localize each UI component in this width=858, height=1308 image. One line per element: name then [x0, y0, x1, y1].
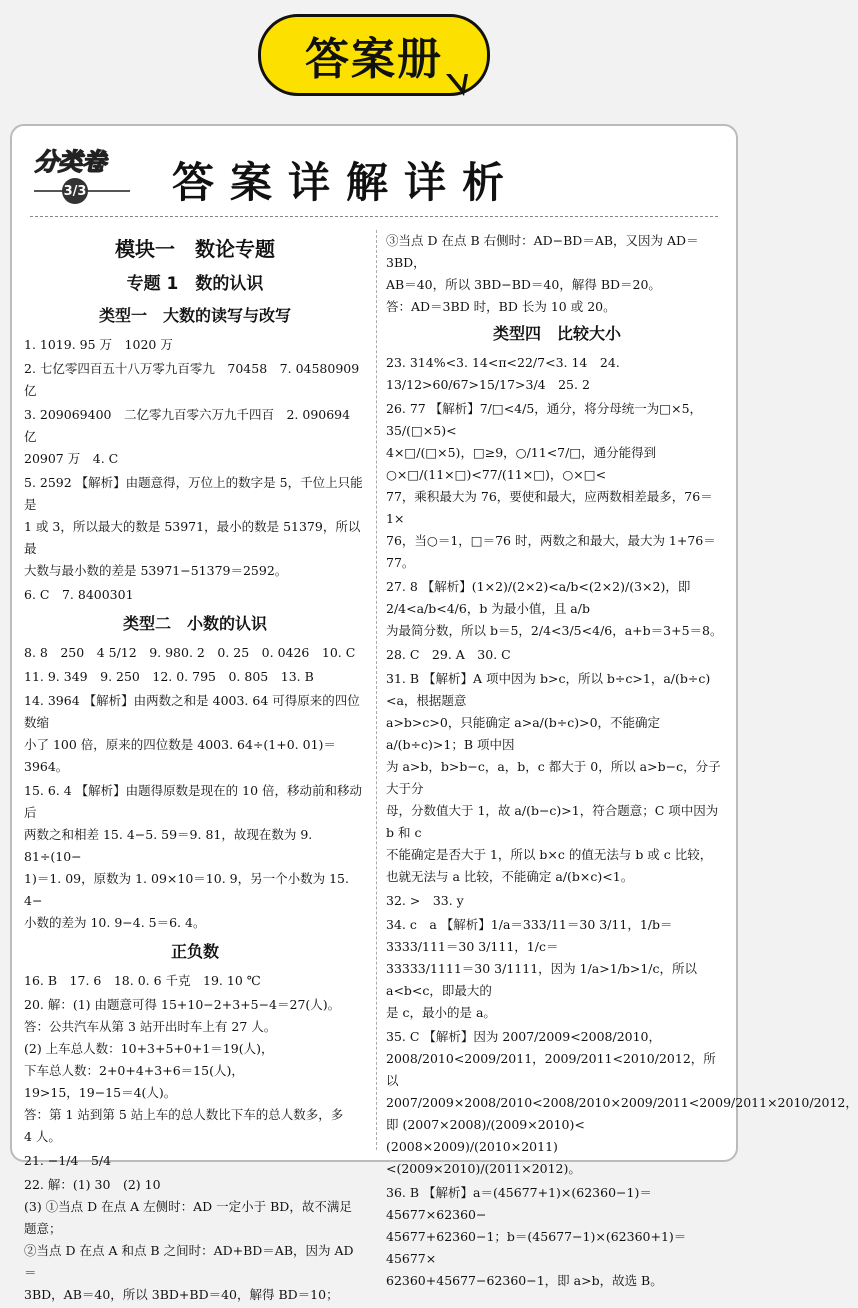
answer-line: 21. −1/4 5/4 [24, 1153, 112, 1168]
answer-item [24, 690, 366, 778]
page-title: 答案详解详析 [172, 158, 521, 207]
answer-line: 下车总人数：2+0+4+3+6＝15(人)， [24, 1063, 244, 1078]
banner-tail-fill [449, 72, 465, 88]
answer-item [386, 668, 728, 888]
answer-line: 28. C 29. A 30. C [386, 647, 511, 662]
answer-line: 1. 1019. 95 万 1020 万 [24, 337, 173, 352]
answer-line: 大数与最小数的差是 53971−51379＝2592。 [24, 563, 288, 578]
column-divider [376, 230, 377, 1150]
answer-line: 8. 8 250 4 5/12 9. 980. 2 0. 25 0. 0426 10. C [24, 645, 356, 660]
answer-line: (2) 上车总人数：10+3+5+0+1＝19(人)， [24, 1041, 274, 1056]
answer-line: 33333/1111＝30 3/1111，因为 1/a>1/b>1/c，所以 a<b<c，即最大的 [386, 961, 698, 998]
answer-line: 23. 314%<3. 14<π<22/7<3. 14 24. 13/12>60/67>15/17>3/4 25. 2 [386, 355, 620, 392]
right-column [386, 230, 858, 1294]
answer-item [24, 1150, 366, 1172]
answer-item [24, 970, 366, 992]
answer-line: 答：AD＝3BD 时，BD 长为 10 或 20。 [386, 299, 616, 314]
answer-line: 6. C 7. 8400301 [24, 587, 134, 602]
answer-item [386, 398, 728, 574]
left-column [24, 230, 366, 1308]
answer-item [386, 1026, 858, 1180]
answer-item [24, 404, 366, 470]
banner-title: 答案册 [305, 34, 443, 85]
answer-list-4 [386, 352, 858, 1292]
answer-line: 答：第 1 站到第 5 站上车的总人数比下车的总人数多，多 [24, 1107, 344, 1122]
answer-line: 20907 万 4. C [24, 451, 119, 466]
answer-item [24, 472, 366, 582]
answer-item [24, 666, 366, 688]
answer-list-1 [24, 334, 366, 606]
answer-line: 36. B 【解析】a＝(45677+1)×(62360−1)＝45677×62360− [386, 1185, 652, 1222]
answer-line: 31. B 【解析】A 项中因为 b>c，所以 b÷c>1，a/(b÷c)<a，根据题意 [386, 671, 711, 708]
module-heading: 模块一 数论专题 [115, 237, 275, 261]
answer-line: 11. 9. 349 9. 250 12. 0. 795 0. 805 13. B [24, 669, 314, 684]
answer-line: 32. > 33. y [386, 893, 464, 908]
answer-list-3 [24, 970, 366, 1306]
answer-item [386, 1182, 728, 1292]
answer-line: 为最简分数，所以 b＝5，2/4<3/5<4/6，a+b＝3+5＝8。 [386, 623, 723, 638]
answer-line: ③当点 D 在点 B 右侧时：AD−BD＝AB，又因为 AD＝3BD， [386, 233, 699, 270]
answer-line: 14. 3964 【解析】由两数之和是 4003. 64 可得原来的四位数缩 [24, 693, 360, 730]
continued-answer [386, 230, 728, 318]
answer-line: 是 c，最小的是 a。 [386, 1005, 496, 1020]
answer-line: 15. 6. 4 【解析】由题得原数是现在的 10 倍，移动前和移动后 [24, 783, 363, 820]
answer-item [24, 358, 366, 402]
answer-item [24, 994, 366, 1148]
answer-line: 也就无法与 a 比较，不能确定 a/(b×c)<1。 [386, 869, 634, 884]
answer-line: (2008×2009)/(2010×2011)<(2009×2010)/(2011×2012)。 [386, 1139, 581, 1176]
header-rule [30, 216, 718, 217]
answer-line: 20. 解：(1) 由题意可得 15+10−2+3+5−4＝27(人)。 [24, 997, 341, 1012]
answer-line: 34. c a 【解析】1/a＝333/11＝30 3/11，1/b＝3333/111＝30 3/111，1/c＝ [386, 917, 673, 954]
answer-line: 2007/2009×2008/2010<2008/2010×2009/2011<2009/2011×2010/2012，即 (2007×2008)/(2009×2010)< [386, 1095, 858, 1132]
answer-item [386, 352, 728, 396]
type-heading-4: 类型四 比较大小 [492, 324, 621, 343]
answer-line: 不能确定是否大于 1，所以 b×c 的值无法与 b 或 c 比较， [386, 847, 713, 862]
type-heading-3: 正负数 [170, 942, 219, 961]
answer-item [24, 334, 366, 356]
volume-badge: 3/3 [62, 178, 88, 204]
answer-line: 4×□/(□×5)，□≥9，○/11<7/□，通分能得到○×□/(11×□)<77/(11×□)，○×□< [386, 445, 657, 482]
answer-line: 小了 100 倍，原来的四位数是 4003. 64÷(1+0. 01)＝3964。 [24, 737, 336, 774]
type-heading-2: 类型二 小数的认识 [122, 614, 267, 633]
answer-line: 62360+45677−62360−1，即 a>b，故选 B。 [386, 1273, 663, 1288]
answer-line: 2. 七亿零四百五十八万零九百零九 70458 7. 04580909 亿 [24, 361, 360, 398]
answer-line: 26. 77 【解析】7/□<4/5，通分，将分母统一为□×5，35/(□×5)< [386, 401, 703, 438]
answer-item [386, 644, 728, 666]
answer-line: a>b>c>0，只能确定 a>a/(b÷c)>0，不能确定 a/(b÷c)>1；B 项中因 [386, 715, 661, 752]
answer-line: 3. 209069400 二亿零九百零六万九千四百 2. 090694 亿 [24, 407, 351, 444]
answer-line: 3BD，AB＝40，所以 3BD+BD＝40，解得 BD＝10； [24, 1287, 339, 1302]
answer-item [386, 576, 728, 642]
answer-line: ②当点 D 在点 A 和点 B 之间时：AD+BD＝AB，因为 AD＝ [24, 1243, 354, 1280]
answer-line: (3) ①当点 D 在点 A 左侧时：AD 一定小于 BD，故不满足 [24, 1199, 352, 1214]
answer-line: 77，乘积最大为 76，要使和最大，应两数相差最多，76＝1× [386, 489, 713, 526]
answer-item [386, 914, 728, 1024]
answer-line: AB＝40，所以 3BD−BD＝40，解得 BD＝20。 [386, 277, 661, 292]
answer-line: 45677+62360−1；b＝(45677−1)×(62360+1)＝45677× [386, 1229, 687, 1266]
answer-line: 19>15，19−15＝4(人)。 [24, 1085, 177, 1100]
answer-item [24, 584, 366, 606]
topic-heading: 专题 1 数的认识 [126, 274, 264, 294]
answer-line: 5. 2592 【解析】由题意得，万位上的数字是 5，千位上只能是 [24, 475, 363, 512]
answer-list-2 [24, 642, 366, 934]
series-logo: 分类卷 [34, 148, 106, 176]
answer-line: 16. B 17. 6 18. 0. 6 千克 19. 10 ℃ [24, 973, 261, 988]
answer-line: 27. 8 【解析】(1×2)/(2×2)<a/b<(2×2)/(3×2)，即 2/4<a/b<4/6，b 为最小值，且 a/b [386, 579, 691, 616]
answer-line: 答：公共汽车从第 3 站开出时车上有 27 人。 [24, 1019, 277, 1034]
answer-item [386, 890, 728, 912]
answer-line: 1 或 3，所以最大的数是 53971，最小的数是 51379，所以最 [24, 519, 361, 556]
answer-line: 4 人。 [24, 1129, 61, 1144]
answer-line: 母，分数值大于 1，故 a/(b−c)>1，符合题意；C 项中因为 b 和 c [386, 803, 719, 840]
answer-line: 题意； [24, 1221, 62, 1236]
answer-line: 35. C 【解析】因为 2007/2009<2008/2010，2008/2010<2009/2011，2009/2011<2010/2012，所以 [386, 1029, 716, 1088]
answer-line: 两数之和相差 15. 4−5. 59＝9. 81，故现在数为 9. 81÷(10− [24, 827, 313, 864]
answer-line: 22. 解：(1) 30 (2) 10 [24, 1177, 161, 1192]
answer-item [24, 1174, 366, 1306]
answer-item [24, 642, 366, 664]
answer-line: 为 a>b，b>b−c，a，b，c 都大于 0，所以 a>b−c，分子大于分 [386, 759, 721, 796]
answer-line: 小数的差为 10. 9−4. 5＝6. 4。 [24, 915, 206, 930]
answer-card [10, 124, 858, 1302]
type-heading-1: 类型一 大数的读写与改写 [98, 306, 291, 325]
answer-line: 76，当○＝1，□＝76 时，两数之和最大，最大为 1+76＝77。 [386, 533, 716, 570]
answer-item [24, 780, 366, 934]
answer-line: 1)＝1. 09，原数为 1. 09×10＝10. 9，另一个小数为 15. 4− [24, 871, 349, 908]
